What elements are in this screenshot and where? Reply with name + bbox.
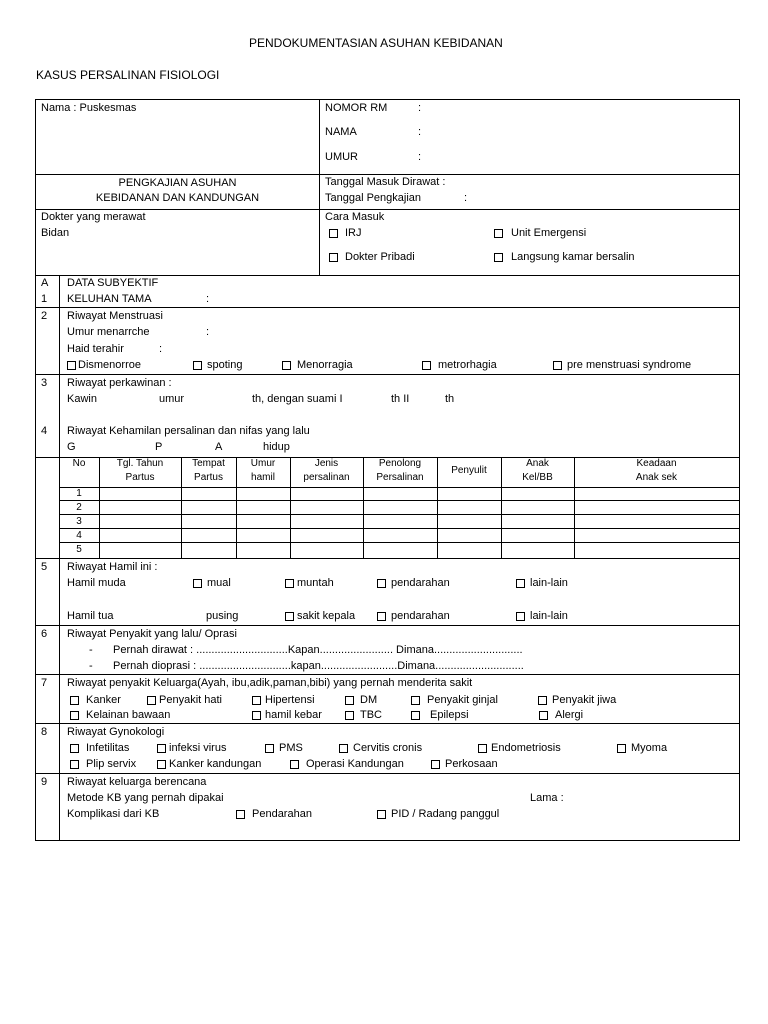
tbc-label: TBC <box>360 709 382 721</box>
kawin-label: Kawin <box>67 393 97 405</box>
table-header-tempat-1: Tempat <box>192 458 225 469</box>
metrorhagia-label: metrorhagia <box>438 359 497 371</box>
section-5-number: 5 <box>41 561 48 573</box>
document-title: PENDOKUMENTASIAN ASUHAN KEBIDANAN <box>249 36 503 50</box>
riwayat-menstruasi-title: Riwayat Menstruasi <box>67 310 163 322</box>
spoting-label: spoting <box>207 359 243 371</box>
myoma-label: Myoma <box>631 742 668 754</box>
nomor-rm-colon: : <box>418 102 422 114</box>
pms-label: pre menstruasi syndrome <box>567 359 692 371</box>
menorragia-label: Menorragia <box>297 359 353 371</box>
pms-gyn-label: PMS <box>279 742 303 754</box>
table-row: 5 <box>76 544 82 555</box>
lain-lain-tua-checkbox[interactable] <box>516 612 525 621</box>
th-ii-label: th II <box>391 393 410 405</box>
kanker-kandungan-label: Kanker kandungan <box>169 758 262 770</box>
penyakit-ginjal-checkbox[interactable] <box>411 696 420 705</box>
operasi-kandungan-checkbox[interactable] <box>290 760 299 769</box>
sakit-kepala-label: sakit kepala <box>297 610 356 622</box>
p-label: P <box>155 441 163 453</box>
table-row: 1 <box>76 488 82 499</box>
sakit-kepala-checkbox[interactable] <box>285 612 294 621</box>
table-header-tgl-2: Partus <box>125 472 155 483</box>
dash-1: - <box>89 644 93 656</box>
umur-menarrche-label: Umur menarrche <box>67 326 150 338</box>
plip-servix-checkbox[interactable] <box>70 760 79 769</box>
unit-emergensi-checkbox[interactable] <box>494 229 503 238</box>
tbc-checkbox[interactable] <box>345 711 354 720</box>
tanggal-pengkajian-colon: : <box>464 192 468 204</box>
infeksi-virus-label: infeksi virus <box>169 742 227 754</box>
spoting-checkbox[interactable] <box>193 361 202 370</box>
kanker-kandungan-checkbox[interactable] <box>157 760 166 769</box>
riwayat-penyakit-keluarga-title: Riwayat penyakit Keluarga(Ayah, ibu,adik,paman,bibi) yang pernah menderita sakit <box>67 677 473 689</box>
pendarahan-kb-checkbox[interactable] <box>236 810 245 819</box>
section-3-number: 3 <box>41 377 48 389</box>
dokter-pribadi-checkbox[interactable] <box>329 253 338 262</box>
section-8-number: 8 <box>41 726 48 738</box>
metode-kb-label: Metode KB yang pernah dipakai <box>67 792 224 804</box>
perkosaan-checkbox[interactable] <box>431 760 440 769</box>
menorragia-checkbox[interactable] <box>282 361 291 370</box>
metrorhagia-checkbox[interactable] <box>422 361 431 370</box>
table-row: 4 <box>76 530 82 541</box>
irj-label: IRJ <box>345 227 362 239</box>
dash-2: - <box>89 660 93 672</box>
hamil-muda-label: Hamil muda <box>67 577 126 589</box>
lain-lain-muda-label: lain-lain <box>530 577 568 589</box>
pendarahan-kb-label: Pendarahan <box>252 808 312 820</box>
penyakit-ginjal-label: Penyakit ginjal <box>427 694 498 706</box>
endometriosis-label: Endometriosis <box>491 742 561 754</box>
table-header-jenis-1: Jenis <box>314 458 339 469</box>
section-2-number: 2 <box>41 310 48 322</box>
kelainan-bawaan-label: Kelainan bawaan <box>86 709 171 721</box>
lain-lain-muda-checkbox[interactable] <box>516 579 525 588</box>
th-label: th <box>445 393 455 405</box>
table-header-anak-2: Kel/BB <box>522 472 553 483</box>
pendarahan-tua-checkbox[interactable] <box>377 612 386 621</box>
riwayat-perkawinan-title: Riwayat perkawinan : <box>67 377 172 389</box>
table-header-anak-1: Anak <box>526 458 549 469</box>
nama-colon: : <box>418 126 422 138</box>
muntah-checkbox[interactable] <box>285 579 294 588</box>
endometriosis-checkbox[interactable] <box>478 744 487 753</box>
nama-puskesmas-label: Nama : Puskesmas <box>41 102 137 114</box>
section-6-number: 6 <box>41 628 48 640</box>
pendarahan-tua-label: pendarahan <box>391 610 450 622</box>
penyakit-hati-checkbox[interactable] <box>147 696 156 705</box>
dm-label: DM <box>360 694 378 706</box>
table-row: 2 <box>76 502 82 513</box>
pusing-label: pusing <box>206 610 239 622</box>
section-a-number: A <box>41 277 49 289</box>
th-suami-label: th, dengan suami I <box>252 393 343 405</box>
hipertensi-checkbox[interactable] <box>252 696 261 705</box>
komplikasi-kb-label: Komplikasi dari KB <box>67 808 160 820</box>
table-row: 3 <box>76 516 82 527</box>
unit-emergensi-label: Unit Emergensi <box>511 227 587 239</box>
table-header-penolong-2: Persalinan <box>376 472 424 483</box>
langsung-kamar-label: Langsung kamar bersalin <box>511 251 635 263</box>
pid-checkbox[interactable] <box>377 810 386 819</box>
pms-checkbox[interactable] <box>553 361 562 370</box>
infeksi-virus-checkbox[interactable] <box>157 744 166 753</box>
table-header-keadaan-1: Keadaan <box>636 458 677 469</box>
table-header-penyulit: Penyulit <box>451 465 487 476</box>
haid-terahir-label: Haid terahir <box>67 343 124 355</box>
epilepsi-checkbox[interactable] <box>411 711 420 720</box>
data-subyektif-title: DATA SUBYEKTIF <box>67 277 159 289</box>
hamil-tua-label: Hamil tua <box>67 610 114 622</box>
dokter-pribadi-label: Dokter Pribadi <box>345 251 415 263</box>
kanker-label: Kanker <box>86 694 121 706</box>
document-subtitle: KASUS PERSALINAN FISIOLOGI <box>36 68 220 82</box>
penyakit-jiwa-checkbox[interactable] <box>538 696 547 705</box>
table-header-umur-1: Umur <box>250 458 276 469</box>
pms-gyn-checkbox[interactable] <box>265 744 274 753</box>
riwayat-gynokologi-title: Riwayat Gynokologi <box>67 726 165 738</box>
myoma-checkbox[interactable] <box>617 744 626 753</box>
dokter-label: Dokter yang merawat <box>41 211 146 223</box>
infetilitas-checkbox[interactable] <box>70 744 79 753</box>
epilepsi-label: Epilepsi <box>430 709 469 721</box>
muntah-label: muntah <box>297 577 334 589</box>
plip-servix-label: Plip servix <box>86 758 137 770</box>
mual-checkbox[interactable] <box>193 579 202 588</box>
table-header-tgl-1: Tgl. Tahun <box>116 458 164 469</box>
pengkajian-line1: PENGKAJIAN ASUHAN <box>118 177 237 189</box>
irj-checkbox[interactable] <box>329 229 338 238</box>
nomor-rm-label: NOMOR RM <box>325 102 388 114</box>
cervitis-checkbox[interactable] <box>339 744 348 753</box>
pernah-dioprasi-line: Pernah dioprasi : ..............................kapan.........................Dimana............................. <box>113 660 524 672</box>
table-header-keadaan-2: Anak sek <box>635 472 678 483</box>
kelainan-bawaan-checkbox[interactable] <box>70 711 79 720</box>
dismenorroe-checkbox[interactable] <box>67 361 76 370</box>
table-header-no: No <box>72 458 86 469</box>
pengkajian-line2: KEBIDANAN DAN KANDUNGAN <box>95 192 260 204</box>
pendarahan-muda-label: pendarahan <box>391 577 450 589</box>
table-header-tempat-2: Partus <box>194 472 223 483</box>
section-1-number: 1 <box>41 293 48 305</box>
riwayat-kb-title: Riwayat keluarga berencana <box>67 776 207 788</box>
tanggal-masuk-label: Tanggal Masuk Dirawat : <box>325 176 446 188</box>
riwayat-kehamilan-title: Riwayat Kehamilan persalinan dan nifas yang lalu <box>67 425 310 437</box>
kanker-checkbox[interactable] <box>70 696 79 705</box>
section-7-number: 7 <box>41 677 48 689</box>
riwayat-penyakit-lalu-title: Riwayat Penyakit yang lalu/ Oprasi <box>67 628 237 640</box>
g-label: G <box>67 441 76 453</box>
table-header-jenis-2: persalinan <box>303 472 350 483</box>
umur-label: UMUR <box>325 151 358 163</box>
dismenorroe-label: Dismenorroe <box>78 359 141 371</box>
langsung-kamar-checkbox[interactable] <box>494 253 503 262</box>
penyakit-hati-label: Penyakit hati <box>159 694 222 706</box>
section-9-number: 9 <box>41 776 48 788</box>
lama-label: Lama : <box>530 792 564 804</box>
umur-colon: : <box>418 151 422 163</box>
section-4-number: 4 <box>41 425 48 437</box>
hipertensi-label: Hipertensi <box>265 694 315 706</box>
infetilitas-label: Infetilitas <box>86 742 130 754</box>
alergi-checkbox[interactable] <box>539 711 548 720</box>
alergi-label: Alergi <box>555 709 584 721</box>
riwayat-hamil-ini-title: Riwayat Hamil ini : <box>67 561 158 573</box>
umur-menarrche-colon: : <box>206 326 210 338</box>
keluhan-tama-label: KELUHAN TAMA <box>67 293 152 305</box>
operasi-kandungan-label: Operasi Kandungan <box>306 758 404 770</box>
dm-checkbox[interactable] <box>345 696 354 705</box>
bidan-label: Bidan <box>41 227 70 239</box>
umur-label-perkawinan: umur <box>159 393 185 405</box>
penyakit-jiwa-label: Penyakit jiwa <box>552 694 617 706</box>
nama-label: NAMA <box>325 126 357 138</box>
mual-label: mual <box>207 577 231 589</box>
lain-lain-tua-label: lain-lain <box>530 610 568 622</box>
table-header-umur-2: hamil <box>251 472 275 483</box>
hidup-label: hidup <box>263 441 290 453</box>
pendarahan-muda-checkbox[interactable] <box>377 579 386 588</box>
table-header-penolong-1: Penolong <box>378 458 422 469</box>
cara-masuk-label: Cara Masuk <box>325 211 385 223</box>
keluhan-tama-colon: : <box>206 293 210 305</box>
tanggal-pengkajian-label: Tanggal Pengkajian <box>325 192 422 204</box>
hamil-kebar-checkbox[interactable] <box>252 711 261 720</box>
cervitis-label: Cervitis cronis <box>353 742 423 754</box>
hamil-kebar-label: hamil kebar <box>265 709 322 721</box>
pernah-dirawat-line: Pernah dirawat : ..............................Kapan........................ Dimana............................. <box>113 644 523 656</box>
pid-label: PID / Radang panggul <box>391 808 500 820</box>
haid-terahir-colon: : <box>159 343 163 355</box>
perkosaan-label: Perkosaan <box>445 758 498 770</box>
a-label: A <box>215 441 223 453</box>
